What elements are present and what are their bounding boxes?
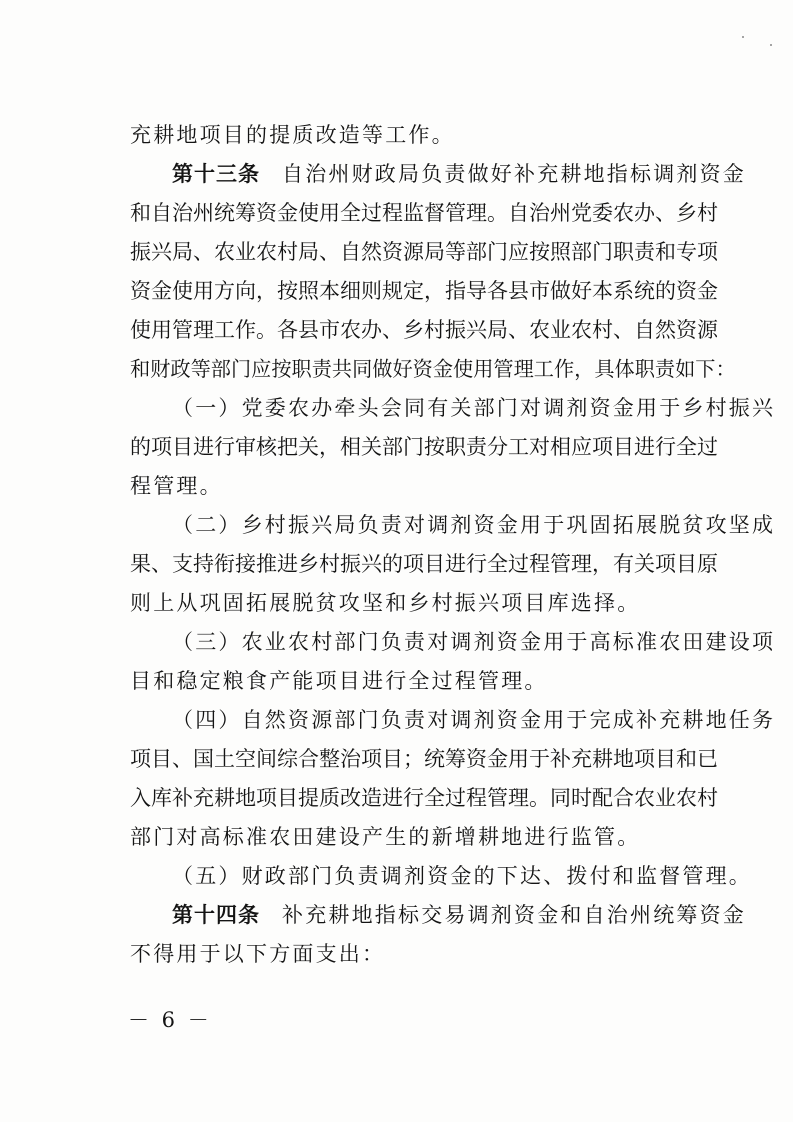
item-1-line: （一）党委农办牵头会同有关部门对调剂资金用于乡村振兴 [172,396,776,420]
paragraph-line: 程管理。 [130,474,223,498]
article-14-heading: 第十四条 [172,903,260,927]
paragraph-line: 和财政等部门应按职责共同做好资金使用管理工作，具体职责如下： [130,357,736,381]
article-13-heading: 第十三条 [172,162,260,186]
paragraph-line: 项目、国土空间综合整治项目；统筹资金用于补充耕地项目和已 [130,747,718,771]
page-number: － 6 － [128,1008,212,1032]
paragraph-line: 振兴局、农业农村局、自然资源局等部门应按照部门职责和专项 [130,240,718,264]
paragraph-line: 的项目进行审核把关，相关部门按职责分工对相应项目进行全过 [130,435,718,459]
article-13-text: 自治州财政局负责做好补充耕地指标调剂资金 [282,162,746,186]
scan-speck [742,36,744,38]
article-14-line [172,901,746,929]
paragraph-line: 使用管理工作。各县市农办、乡村振兴局、农业农村、自然资源 [130,318,718,342]
scan-speck [770,44,772,46]
item-4-line: （四）自然资源部门负责对调剂资金用于完成补充耕地任务 [172,708,776,732]
item-5-line: （五）财政部门负责调剂资金的下达、拨付和监督管理。 [172,864,752,888]
paragraph-line: 和自治州统筹资金使用全过程监督管理。自治州党委农办、乡村 [130,201,718,225]
paragraph-line: 资金使用方向，按照本细则规定，指导各县市做好本系统的资金 [130,279,718,303]
item-2-line: （二）乡村振兴局负责对调剂资金用于巩固拓展脱贫攻坚成 [172,513,776,537]
item-3-line: （三）农业农村部门负责对调剂资金用于高标准农田建设项 [172,630,776,654]
article-13-line [172,160,746,188]
paragraph-line: 充耕地项目的提质改造等工作。 [130,123,455,147]
paragraph-line: 果、支持衔接推进乡村振兴的项目进行全过程管理，有关项目原 [130,552,718,576]
paragraph-line: 则上从巩固拓展脱贫攻坚和乡村振兴项目库选择。 [130,591,641,615]
article-14-text: 补充耕地指标交易调剂资金和自治州统筹资金 [282,903,746,927]
paragraph-line: 不得用于以下方面支出： [130,942,386,966]
paragraph-line: 部门对高标准农田建设产生的新增耕地进行监管。 [130,825,641,849]
paragraph-line: 入库补充耕地项目提质改造进行全过程管理。同时配合农业农村 [130,786,718,810]
paragraph-line: 目和稳定粮食产能项目进行全过程管理。 [130,669,548,693]
